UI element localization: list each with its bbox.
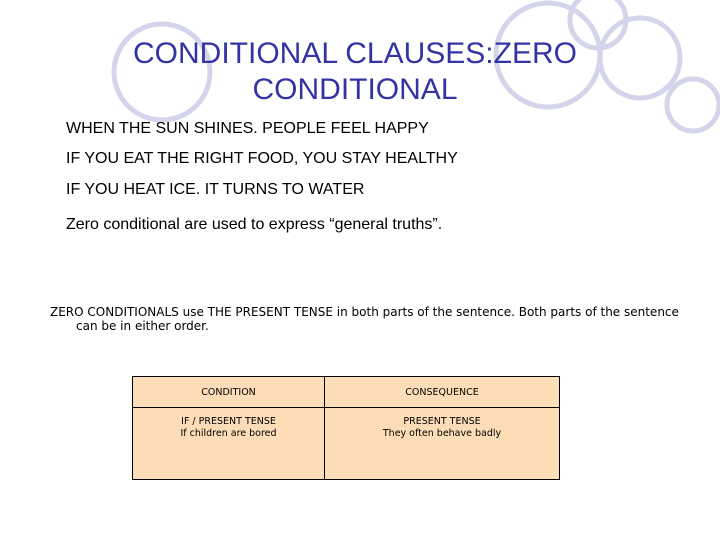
conditional-table [132,376,560,480]
header-consequence: CONSEQUENCE [325,377,560,408]
table-row [133,408,560,480]
header-condition: CONDITION [133,377,325,408]
bullet-item: WHEN THE SUN SHINES. PEOPLE FEEL HAPPY [66,120,429,137]
cell-consequence-example: They often behave badly [382,428,502,439]
cell-condition-example: If children are bored [180,428,277,439]
cell-consequence-rule: PRESENT TENSE [403,416,481,427]
cell-condition [133,408,325,480]
cell-consequence [325,408,560,480]
rule-note: ZERO CONDITIONALS use THE PRESENT TENSE in both parts of the sentence. Both parts of the sentence can be in either order. [50,305,679,333]
decor-circle [667,79,719,131]
slide-title: CONDITIONAL CLAUSES:ZERO CONDITIONAL [133,37,577,106]
bullet-item: IF YOU HEAT ICE. IT TURNS TO WATER [66,181,365,198]
table-header-row [133,377,560,408]
bullet-item: Zero conditional are used to express “general truths”. [66,216,443,233]
bullet-item: IF YOU EAT THE RIGHT FOOD, YOU STAY HEALTHY [66,150,458,167]
cell-condition-rule: IF / PRESENT TENSE [181,416,276,427]
